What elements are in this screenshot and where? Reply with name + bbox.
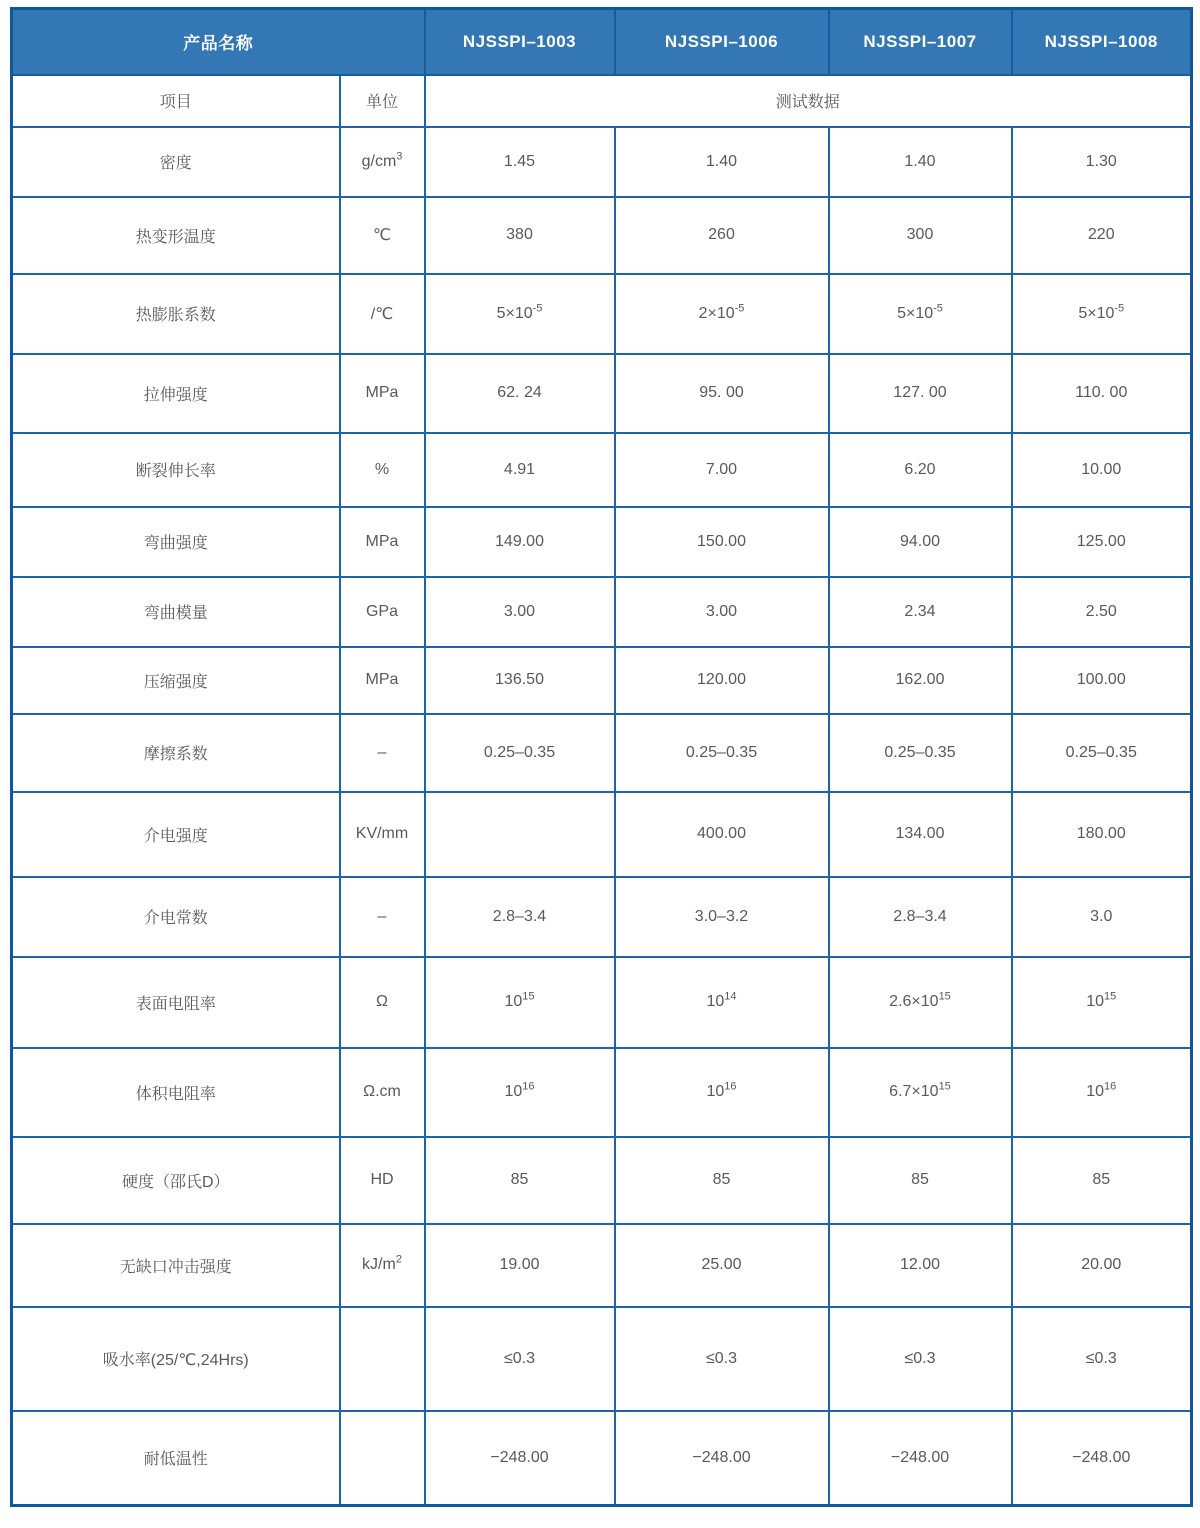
cell-value: 110. 00: [1012, 354, 1192, 433]
cell-value: $10^{15}$: [1012, 957, 1192, 1048]
cell-value: 0.25–0.35: [1012, 714, 1192, 792]
table-row: [12, 127, 1192, 197]
item-column-label: 项目: [12, 75, 340, 127]
cell-item: 表面电阻率: [12, 957, 340, 1048]
cell-unit: MPa: [340, 507, 425, 577]
cell-value: 127. 00: [829, 354, 1012, 433]
cell-value: 2.34: [829, 577, 1012, 647]
cell-value: 380: [425, 197, 615, 274]
table-row: [12, 354, 1192, 433]
cell-value: 4.91: [425, 433, 615, 507]
cell-value: $5\times 10^{-5}$: [1012, 274, 1192, 354]
cell-item: 硬度（邵氏D）: [12, 1137, 340, 1224]
cell-value: 62. 24: [425, 354, 615, 433]
table-row: [12, 197, 1192, 274]
cell-value: 120.00: [615, 647, 829, 714]
cell-unit: HD: [340, 1137, 425, 1224]
cell-value: 1.45: [425, 127, 615, 197]
cell-value: 1.40: [615, 127, 829, 197]
cell-value: $6.7\times 10^{15}$: [829, 1048, 1012, 1137]
cell-value: $2.6\times 10^{15}$: [829, 957, 1012, 1048]
cell-value: −248.00: [829, 1411, 1012, 1506]
cell-value: 94.00: [829, 507, 1012, 577]
cell-unit: $g/cm^3$: [340, 127, 425, 197]
cell-unit: MPa: [340, 354, 425, 433]
cell-value: 400.00: [615, 792, 829, 877]
table-row: [12, 877, 1192, 957]
cell-value: 10.00: [1012, 433, 1192, 507]
cell-value: 0.25–0.35: [425, 714, 615, 792]
cell-value: 3.0–3.2: [615, 877, 829, 957]
cell-value: 12.00: [829, 1224, 1012, 1307]
cell-item: 介电常数: [12, 877, 340, 957]
cell-value: 180.00: [1012, 792, 1192, 877]
table-row: [12, 1224, 1192, 1307]
cell-value: 85: [829, 1137, 1012, 1224]
cell-value: 300: [829, 197, 1012, 274]
cell-unit: MPa: [340, 647, 425, 714]
table-row: [12, 577, 1192, 647]
cell-value: 162.00: [829, 647, 1012, 714]
product-column-header-1003: NJSSPI–1003: [425, 9, 615, 75]
cell-value: 150.00: [615, 507, 829, 577]
cell-unit: –: [340, 714, 425, 792]
cell-value: 3.00: [615, 577, 829, 647]
cell-item: 耐低温性: [12, 1411, 340, 1506]
cell-value: 95. 00: [615, 354, 829, 433]
cell-value: $10^{14}$: [615, 957, 829, 1048]
product-column-header-1006: NJSSPI–1006: [615, 9, 829, 75]
cell-item: 吸水率(25/℃,24Hrs): [12, 1307, 340, 1411]
cell-value: $10^{16}$: [1012, 1048, 1192, 1137]
cell-value: $10^{15}$: [425, 957, 615, 1048]
cell-unit: [340, 1411, 425, 1506]
cell-value: $5\times 10^{-5}$: [425, 274, 615, 354]
cell-value: $10^{16}$: [425, 1048, 615, 1137]
cell-item: 摩擦系数: [12, 714, 340, 792]
cell-item: 压缩强度: [12, 647, 340, 714]
cell-value: 3.0: [1012, 877, 1192, 957]
cell-item: 断裂伸长率: [12, 433, 340, 507]
cell-value: 260: [615, 197, 829, 274]
product-spec-table: [10, 7, 1193, 1507]
cell-unit: %: [340, 433, 425, 507]
table-row: [12, 433, 1192, 507]
product-column-header-1008: NJSSPI–1008: [1012, 9, 1192, 75]
cell-item: 弯曲强度: [12, 507, 340, 577]
product-column-header-1007: NJSSPI–1007: [829, 9, 1012, 75]
cell-unit: /℃: [340, 274, 425, 354]
cell-value: 85: [1012, 1137, 1192, 1224]
product-name-header: 产品名称: [12, 9, 425, 75]
cell-value: 25.00: [615, 1224, 829, 1307]
cell-value: 1.40: [829, 127, 1012, 197]
cell-value: 100.00: [1012, 647, 1192, 714]
cell-value: 220: [1012, 197, 1192, 274]
cell-value: $5\times 10^{-5}$: [829, 274, 1012, 354]
table-row: [12, 714, 1192, 792]
cell-value: 2.8–3.4: [829, 877, 1012, 957]
cell-value: 136.50: [425, 647, 615, 714]
cell-item: 热变形温度: [12, 197, 340, 274]
cell-unit: GPa: [340, 577, 425, 647]
table-row: [12, 1137, 1192, 1224]
cell-item: 体积电阻率: [12, 1048, 340, 1137]
cell-value: −248.00: [425, 1411, 615, 1506]
cell-value: 125.00: [1012, 507, 1192, 577]
cell-item: 介电强度: [12, 792, 340, 877]
cell-unit: ℃: [340, 197, 425, 274]
table-row: [12, 507, 1192, 577]
unit-column-label: 单位: [340, 75, 425, 127]
cell-unit: –: [340, 877, 425, 957]
cell-unit: $kJ/m^2$: [340, 1224, 425, 1307]
cell-item: 热膨胀系数: [12, 274, 340, 354]
cell-value: −248.00: [1012, 1411, 1192, 1506]
product-header-row: [12, 9, 1192, 75]
cell-value: 3.00: [425, 577, 615, 647]
table-row: [12, 792, 1192, 877]
table-row: [12, 1307, 1192, 1411]
cell-value: 1.30: [1012, 127, 1192, 197]
cell-item: 无缺口冲击强度: [12, 1224, 340, 1307]
subheader-row: [12, 75, 1192, 127]
cell-value: 0.25–0.35: [615, 714, 829, 792]
cell-item: 密度: [12, 127, 340, 197]
cell-unit: Ω.cm: [340, 1048, 425, 1137]
cell-value: 6.20: [829, 433, 1012, 507]
cell-value: 19.00: [425, 1224, 615, 1307]
cell-value: 7.00: [615, 433, 829, 507]
table-row: [12, 1048, 1192, 1137]
cell-unit: Ω: [340, 957, 425, 1048]
test-data-label: 测试数据: [425, 75, 1192, 127]
cell-value: ≤0.3: [829, 1307, 1012, 1411]
cell-value: 134.00: [829, 792, 1012, 877]
cell-item: 拉伸强度: [12, 354, 340, 433]
cell-value: ≤0.3: [425, 1307, 615, 1411]
cell-item: 弯曲模量: [12, 577, 340, 647]
cell-value: 20.00: [1012, 1224, 1192, 1307]
cell-value: 85: [615, 1137, 829, 1224]
cell-value: −248.00: [615, 1411, 829, 1506]
cell-value: 2.8–3.4: [425, 877, 615, 957]
cell-value: $2\times 10^{-5}$: [615, 274, 829, 354]
table-row: [12, 1411, 1192, 1506]
cell-value: 85: [425, 1137, 615, 1224]
cell-value: ≤0.3: [615, 1307, 829, 1411]
cell-value: [425, 792, 615, 877]
cell-value: $10^{16}$: [615, 1048, 829, 1137]
cell-unit: [340, 1307, 425, 1411]
cell-value: 0.25–0.35: [829, 714, 1012, 792]
table-row: [12, 957, 1192, 1048]
cell-unit: KV/mm: [340, 792, 425, 877]
table-row: [12, 274, 1192, 354]
cell-value: 2.50: [1012, 577, 1192, 647]
table-row: [12, 647, 1192, 714]
cell-value: 149.00: [425, 507, 615, 577]
cell-value: ≤0.3: [1012, 1307, 1192, 1411]
